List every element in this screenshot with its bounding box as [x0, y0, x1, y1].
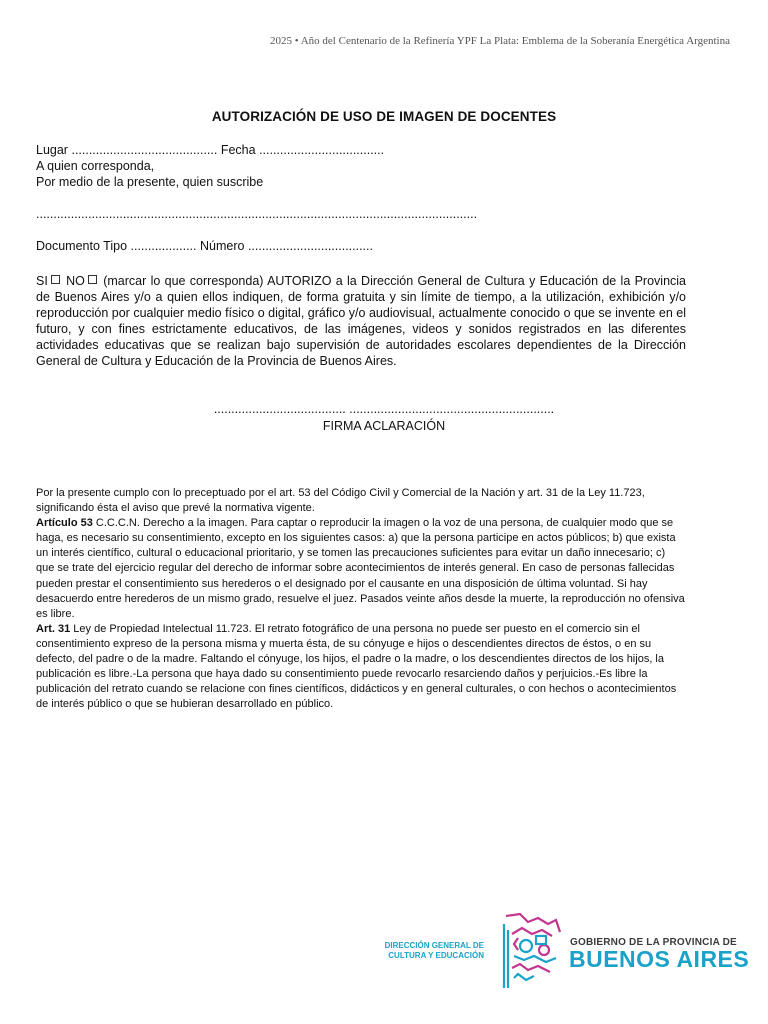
documento-tipo-field[interactable]: ................... — [130, 239, 197, 253]
numero-field[interactable]: .................................... — [247, 239, 373, 253]
documento-tipo-label: Documento Tipo — [36, 239, 128, 253]
signature-field[interactable]: ...................................... ........................................................... — [213, 402, 555, 416]
dgce-label — [352, 941, 484, 961]
name-field[interactable]: ............................................................................................................................... — [36, 207, 478, 221]
authorization-paragraph — [36, 273, 686, 369]
si-label: SI — [36, 274, 48, 288]
article-53 — [36, 516, 686, 622]
legal-intro: Por la presente cumplo con lo preceptuado por el art. 53 del Código Civil y Comercial de la Nación y art. 31 de la Ley 11.723, significando ésta el aviso que prevé la normativa vigente. — [36, 487, 645, 515]
numero-label: Número — [200, 239, 245, 253]
provincia-logo-icon — [498, 910, 564, 992]
documento-line — [36, 238, 373, 254]
article-53-text: C.C.C.N. Derecho a la imagen. Para captar o reproducir la imagen o la voz de una persona, de cualquier modo que se haga, es necesario su consentimiento, excepto en los siguientes casos: a) que la persona participe en actos públicos; b) que exista un interés científico, cultural o educacional prioritario, y se tomen las precauciones suficientes para evitar un daño innecesario; c) que se trate del ejercicio regular del derecho de informar sobre acontecimientos de interés general. En caso de personas fallecidas pueden prestar el consentimiento sus herederos o el designado por el causante en una disposición de última voluntad. Si hay desacuerdo entre herederos de un mismo grado, resuelve el juez. Pasados veinte años desde la muerte, la reproducción no ofensiva es libre. — [36, 517, 685, 620]
si-checkbox[interactable] — [51, 275, 60, 284]
article-31-text: Ley de Propiedad Intelectual 11.723. El retrato fotográfico de una persona no puede ser puesto en el comercio sin el consentimiento expreso de la persona misma y muerta ésta, de su cónyuge e hijos o descendientes directos de éstos, o en su defecto, del padre o de la madre. Faltando el cónyuge, los hijos, el padre o la madre, o los descendientes directos de los hijos, la publicación es libre.-La persona que haya dado su consentimiento puede revocarlo resarciendo daños y perjuicios.-Es libre la publicación del retrato cuando se relacione con fines científicos, didácticos y en general culturales, o con hechos o acontecimientos de interés público o que se hubieran desarrollado en público. — [36, 622, 677, 711]
no-label: NO — [66, 274, 85, 288]
article-31 — [36, 622, 686, 713]
intro-text: Por medio de la presente, quien suscribe — [36, 175, 264, 189]
signature-label: FIRMA ACLARACIÓN — [322, 419, 446, 433]
article-31-label: Art. 31 — [36, 622, 71, 635]
gov-label-small: GOBIERNO DE LA PROVINCIA DE — [570, 937, 737, 948]
fecha-field[interactable]: .................................... — [259, 143, 385, 157]
fecha-label: Fecha — [220, 143, 256, 157]
dgce-line-2: CULTURA Y EDUCACIÓN — [388, 951, 484, 960]
lugar-label: Lugar — [36, 143, 68, 157]
header-note: 2025 • Año del Centenario de la Refinería YPF La Plata: Emblema de la Soberanía Energética Argentina — [269, 35, 730, 47]
gov-label-large: BUENOS AIRES — [569, 946, 750, 972]
document-title: AUTORIZACIÓN DE USO DE IMAGEN DE DOCENTES — [211, 109, 557, 124]
greeting: A quien corresponda, — [36, 159, 155, 173]
lugar-field[interactable]: .......................................... — [71, 143, 218, 157]
no-checkbox[interactable] — [88, 275, 97, 284]
authorization-text: (marcar lo que corresponda) AUTORIZO a la Dirección General de Cultura y Educación de la Provincia de Buenos Aires y/o a quien ellos indiquen, de forma gratuita y sin límite de tiempo, a la utilización, exhibición y/o reproducción por cualquier medio físico o digital, gráfico y/o audiovisual, actualmente conocido o que se invente en el futuro, y con fines estrictamente educativos, de las imágenes, videos y sonidos registrados en las diferentes actividades educativas que se realizan bajo supervisión de autoridades escolares dependientes de la Dirección General de Cultura y Educación de la Provincia de Buenos Aires. — [36, 274, 686, 368]
lugar-fecha-line — [36, 142, 384, 158]
legal-notice — [36, 486, 686, 712]
dgce-line-1: DIRECCIÓN GENERAL DE — [384, 941, 484, 950]
article-53-label: Artículo 53 — [36, 517, 93, 530]
